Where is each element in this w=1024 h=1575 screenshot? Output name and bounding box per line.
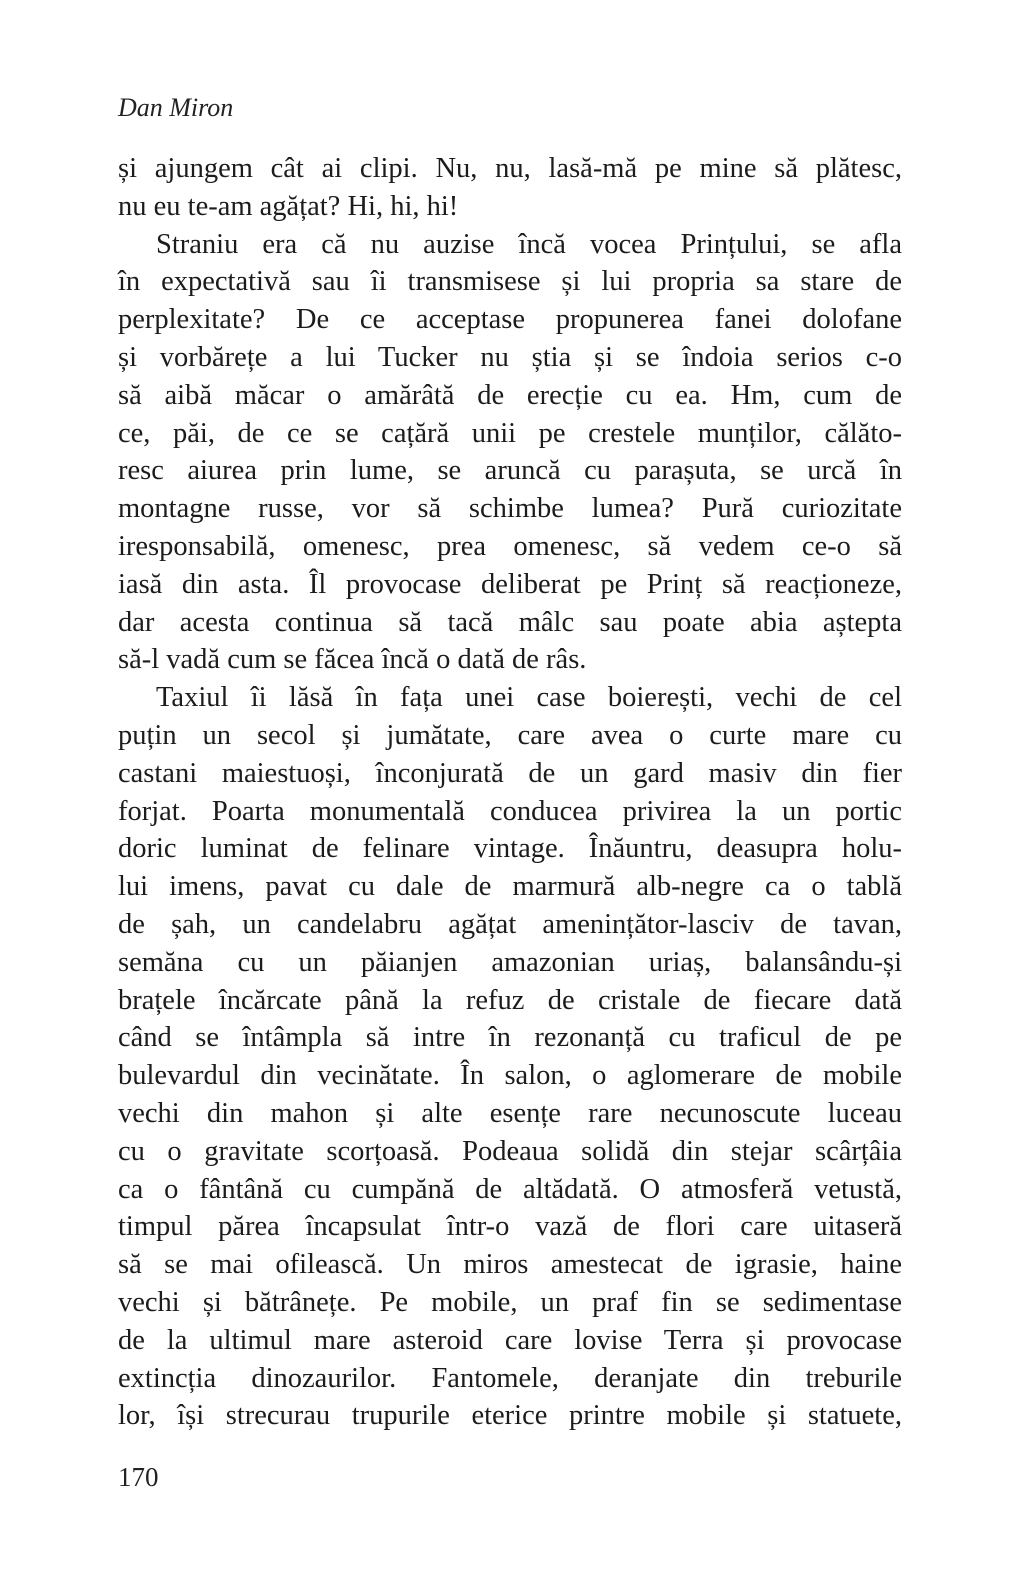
text-line: și vorbărețe a lui Tucker nu știa și se îndoia serios c-o (118, 341, 902, 373)
text-line: să se mai ofilească. Un miros amestecat de igrasie, haine (118, 1249, 902, 1281)
text-line: și ajungem cât ai clipi. Nu, nu, lasă-mă pe mine să plătesc, (118, 153, 902, 184)
page-number: 170 (118, 1462, 159, 1492)
text-line: dar acesta continua să tacă mâlc sau poate abia aștepta (118, 606, 902, 638)
text-line: nu eu te-am agățat? Hi, hi, hi! (118, 190, 459, 222)
text-line: vechi și bătrânețe. Pe mobile, un praf fin se sedimentase (118, 1286, 902, 1318)
text-line: brațele încărcate până la refuz de cristale de fiecare dată (118, 984, 902, 1016)
text-line: bulevardul din vecinătate. În salon, o aglomerare de mobile (118, 1060, 902, 1092)
text-line: să-l vadă cum se făcea încă o dată de râs. (118, 644, 587, 676)
text-line: extincția dinozaurilor. Fantomele, deranjate din treburile (118, 1362, 902, 1394)
text-line: puțin un secol și jumătate, care avea o curte mare cu (118, 719, 902, 751)
text-line: în expectativă sau îi transmisese și lui propria sa stare de (118, 266, 902, 298)
text-line: forjat. Poarta monumentală conducea privirea la un portic (118, 795, 902, 827)
text-line: iasă din asta. Îl provocase deliberat pe Prinț să reacționeze, (118, 568, 902, 600)
text-line: lui imens, pavat cu dale de marmură alb-negre ca o tablă (118, 871, 902, 903)
body-text (118, 150, 902, 1435)
text-line: doric luminat de felinare vintage. Înăuntru, deasupra holu- (118, 833, 902, 865)
text-line: perplexitate? De ce acceptase propunerea fanei dolofane (118, 304, 902, 336)
text-line: montagne russe, vor să schimbe lumea? Pură curiozitate (118, 493, 902, 525)
text-line: vechi din mahon și alte esențe rare necunoscute luceau (118, 1097, 902, 1129)
text-line: ce, păi, de ce se cațără unii pe crestele munților, călăto- (118, 417, 902, 449)
text-line: de la ultimul mare asteroid care lovise Terra și provocase (118, 1324, 902, 1356)
text-line: cu o gravitate scorțoasă. Podeaua solidă din stejar scârțâia (118, 1135, 902, 1167)
text-line: lor, își strecurau trupurile eterice printre mobile și statuete, (118, 1400, 902, 1432)
text-line: Taxiul îi lăsă în fața unei case boierești, vechi de cel (156, 682, 902, 714)
text-line: castani maiestuoși, înconjurată de un gard masiv din fier (118, 757, 902, 789)
text-line: iresponsabilă, omenesc, prea omenesc, să vedem ce-o să (118, 530, 902, 562)
text-line: ca o fântână cu cumpănă de altădată. O atmosferă vetustă, (118, 1173, 902, 1205)
text-line: semăna cu un păianjen amazonian uriaș, balansându-și (118, 946, 902, 978)
running-head-author: Dan Miron (118, 93, 234, 122)
text-line: să aibă măcar o amărâtă de erecție cu ea. Hm, cum de (118, 379, 902, 411)
text-line: timpul părea încapsulat într-o vază de flori care uitaseră (118, 1211, 902, 1243)
text-line: Straniu era că nu auzise încă vocea Prințului, se afla (156, 228, 902, 260)
text-line: resc aiurea prin lume, se aruncă cu parașuta, se urcă în (118, 455, 902, 487)
text-line: de șah, un candelabru agățat amenințător-lasciv de tavan, (118, 908, 902, 940)
text-line: când se întâmpla să intre în rezonanță cu traficul de pe (118, 1022, 902, 1054)
